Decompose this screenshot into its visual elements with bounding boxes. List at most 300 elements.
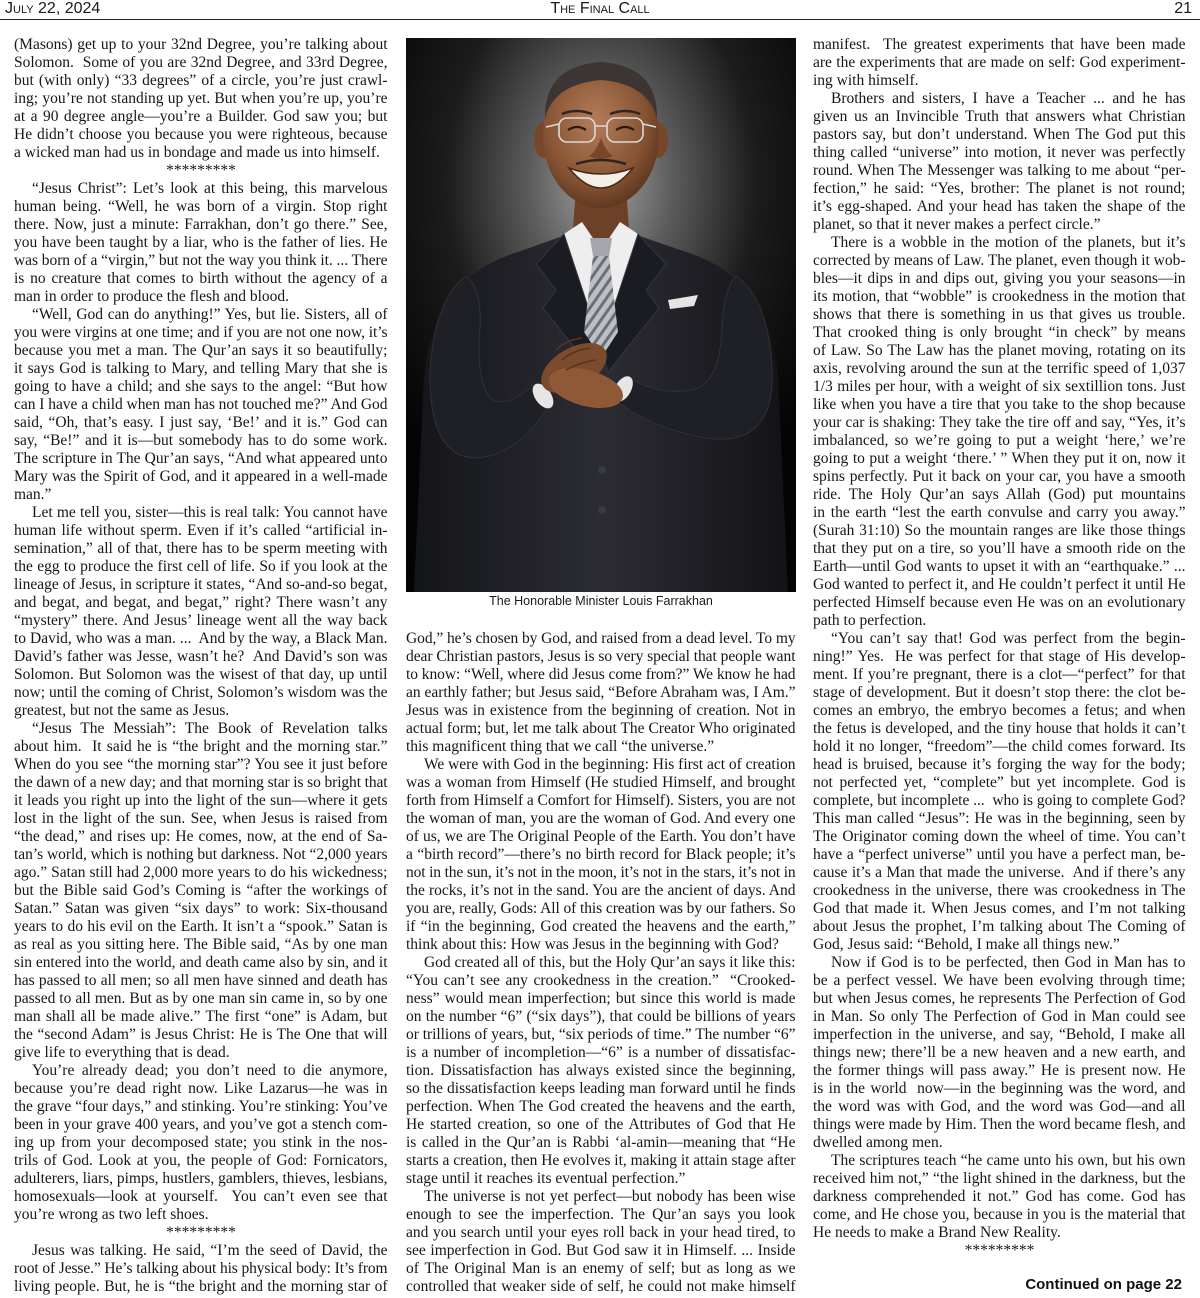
line-text: of The Original Man is an enemy of self; but as long as we bbox=[406, 1260, 796, 1277]
text-line bbox=[14, 36, 388, 54]
line-text: root of Jesse.” He’s talking about his physical body: It’s from bbox=[14, 1260, 388, 1277]
line-text: give life to everything that is dead. bbox=[14, 1044, 230, 1061]
paragraph bbox=[813, 90, 1186, 234]
line-text: ago.” Satan still had 2,000 more years to do his wickedness; bbox=[14, 864, 388, 881]
line-text: He started creation, so one of the Attributes of God that He bbox=[406, 1116, 796, 1133]
text-line bbox=[14, 270, 388, 288]
text-line bbox=[406, 954, 796, 972]
line-text: spins perfectly. Put it back on your car, you have a smooth bbox=[813, 468, 1186, 485]
text-line bbox=[14, 450, 388, 468]
line-text: human being. “Well, he was born of a virgin. Stop right bbox=[14, 198, 388, 215]
line-text: going to put a weight ‘there.’ ” When they put it on, now it bbox=[813, 450, 1186, 467]
paragraph bbox=[14, 504, 388, 720]
text-line bbox=[813, 198, 1186, 216]
line-text: and you search until your eyes roll back in your head tired, to bbox=[406, 1224, 796, 1241]
line-text: like when you have a tire that you take to the shop because bbox=[813, 396, 1186, 413]
line-text: ning!” Yes. He was perfect for that stage of His develop- bbox=[813, 648, 1186, 665]
line-text: the woman of man, you are the woman of God. And every one bbox=[406, 810, 796, 827]
column-2 bbox=[406, 630, 796, 1296]
line-text: sin entered into the world, and death came also by sin, and it bbox=[14, 954, 388, 971]
text-line bbox=[14, 1062, 388, 1080]
text-line bbox=[813, 720, 1186, 738]
text-line bbox=[813, 378, 1186, 396]
line-text: “the dead,” and rises up: He comes, now, at the end of Sa- bbox=[14, 828, 388, 845]
text-line bbox=[406, 1098, 796, 1116]
line-text: cause it’s a Man that made the universe. And if there’s any bbox=[813, 864, 1186, 881]
text-line bbox=[813, 936, 1186, 954]
line-text: about him. It said he is “the bright and the morning star.” bbox=[14, 738, 388, 755]
text-line bbox=[14, 54, 388, 72]
text-line bbox=[813, 162, 1186, 180]
text-line bbox=[14, 594, 388, 612]
text-line bbox=[406, 1008, 796, 1026]
line-text: a wicked man had us in bondage and made us into himself. bbox=[14, 144, 380, 161]
text-line bbox=[406, 918, 796, 936]
line-text: “Jesus The Messiah”: The Book of Revelation talks bbox=[32, 720, 388, 737]
line-text: Let me tell you, sister—this is real talk: You cannot have bbox=[32, 504, 388, 521]
text-line bbox=[813, 1170, 1186, 1188]
text-line bbox=[406, 630, 796, 648]
line-text: He didn’t choose you because you were righteous, because bbox=[14, 126, 388, 143]
line-text: adulterers, liars, pimps, hustlers, gamblers, thieves, lesbians, bbox=[14, 1170, 388, 1187]
line-text: We were with God in the beginning: His first act of creation bbox=[424, 756, 796, 773]
text-line bbox=[813, 540, 1186, 558]
line-text: thing called “universe” into motion, it never was perfectly bbox=[813, 144, 1186, 161]
text-line bbox=[813, 954, 1186, 972]
line-text: there. Now, just a minute: Farrakhan, don’t go there.” See, bbox=[14, 216, 388, 233]
text-line bbox=[14, 216, 388, 234]
line-text: Mary was the Spirit of God, and it appeared in a well-made bbox=[14, 468, 388, 485]
text-line bbox=[14, 306, 388, 324]
text-line bbox=[813, 576, 1186, 594]
line-text: Solomon. But Solomon was the wisest of that day, up until bbox=[14, 666, 388, 683]
line-text: God created all of this, but the Holy Qur’an says it like this: bbox=[424, 954, 796, 971]
line-text: is in the world now—in the beginning was the word, and bbox=[813, 1080, 1186, 1097]
line-text: the egg to produce the first cell of life. So if you look at the bbox=[14, 558, 388, 575]
line-text: see imperfection in God. But God saw it in Himself. ... Inside bbox=[406, 1242, 796, 1259]
text-line bbox=[813, 738, 1186, 756]
text-line bbox=[813, 270, 1186, 288]
text-line bbox=[813, 558, 1186, 576]
text-line bbox=[14, 828, 388, 846]
column-3 bbox=[813, 36, 1186, 1260]
line-text: dear Christian pastors, Jesus is so very special that people want bbox=[406, 648, 796, 665]
text-line bbox=[14, 126, 388, 144]
line-text: God,” he’s chosen by God, and raised from a dead level. To my bbox=[406, 630, 796, 647]
line-text: head is bruised, because it’s forging the way for the body; bbox=[813, 756, 1186, 773]
text-line bbox=[813, 1044, 1186, 1062]
line-text: you have been taught by a liar, who is the father of lies. He bbox=[14, 234, 388, 251]
text-line bbox=[14, 918, 388, 936]
text-line bbox=[14, 882, 388, 900]
line-text: God that made it. When Jesus comes, and I’m not talking bbox=[813, 900, 1186, 917]
line-text: at a 90 degree angle—you’re a Builder. God saw you; but bbox=[14, 108, 388, 125]
paragraph bbox=[406, 630, 796, 756]
text-line bbox=[813, 252, 1186, 270]
text-line bbox=[14, 1098, 388, 1116]
line-text: because you’re dead right now. Like Lazarus—he was in bbox=[14, 1080, 388, 1097]
text-line bbox=[14, 108, 388, 126]
line-text: as real as you sitting here. The Bible said, “As by one man bbox=[14, 936, 388, 953]
line-text: complete, but incomplete ... who is going to complete God? bbox=[813, 792, 1186, 809]
line-text: to David, who was a man. ... And by the way, a Black Man. bbox=[14, 630, 388, 647]
paragraph bbox=[406, 954, 796, 1188]
line-text: greatest, but not the same as Jesus. bbox=[14, 702, 230, 719]
line-text: your car is shaking: They take the tire off and say, “Yes, it’s bbox=[813, 414, 1186, 431]
line-text: or trillions of years, but, “six periods of time.” The number “6” bbox=[406, 1026, 796, 1043]
text-line bbox=[813, 468, 1186, 486]
text-line bbox=[813, 72, 1186, 90]
line-text: shows that there is something in us that gives us trouble. bbox=[813, 306, 1186, 323]
line-text: its motion, that “wobble” is crookedness in the motion that bbox=[813, 288, 1186, 305]
text-line bbox=[14, 378, 388, 396]
text-line bbox=[14, 1026, 388, 1044]
line-text: it’s egg-shaped. And your head has taken the shape of the bbox=[813, 198, 1186, 215]
text-line bbox=[813, 1242, 1186, 1260]
line-text: ness” would mean imperfection; but since this world is made bbox=[406, 990, 796, 1007]
text-line bbox=[14, 612, 388, 630]
text-line bbox=[813, 1080, 1186, 1098]
jacket-button bbox=[598, 466, 606, 474]
line-text: are the experiments that are made on self: God experiment- bbox=[813, 54, 1186, 71]
line-text: axis, revolving around the sun at the terrific speed of 1,037 bbox=[813, 360, 1186, 377]
text-line bbox=[813, 810, 1186, 828]
text-line bbox=[14, 1044, 388, 1062]
text-line bbox=[813, 918, 1186, 936]
line-text: Jesus was talking. He said, “I’m the seed of David, the bbox=[32, 1242, 388, 1259]
line-text: not perfected yet, “complete” but yet incomplete. God is bbox=[813, 774, 1186, 791]
text-line bbox=[14, 1188, 388, 1206]
text-line bbox=[14, 846, 388, 864]
line-text: “Well, God can do anything!” Yes, but lie. Sisters, all of bbox=[32, 306, 388, 323]
text-line bbox=[813, 216, 1186, 234]
page-header bbox=[0, 0, 1200, 20]
text-line bbox=[406, 1278, 796, 1296]
text-line bbox=[813, 288, 1186, 306]
line-text: hold it no longer, “freedom”—the child comes forward. Its bbox=[813, 738, 1186, 755]
text-line bbox=[813, 234, 1186, 252]
text-line bbox=[406, 972, 796, 990]
line-text: ing; you’re not standing up yet. But when you’re up, you’re bbox=[14, 90, 388, 107]
section-separator bbox=[14, 162, 388, 180]
section-separator bbox=[813, 1242, 1186, 1260]
text-line bbox=[813, 1224, 1186, 1242]
line-text: said, “Oh, that’s easy. I just say, ‘Be!’ and it is.” God can bbox=[14, 414, 388, 431]
text-line bbox=[14, 792, 388, 810]
line-text: ing with himself. bbox=[813, 72, 919, 89]
text-line bbox=[14, 576, 388, 594]
text-line bbox=[813, 396, 1186, 414]
line-text: round. When The Messenger was talking to me about “per- bbox=[813, 162, 1186, 179]
text-line bbox=[813, 414, 1186, 432]
text-line bbox=[813, 1134, 1186, 1152]
paragraph bbox=[813, 630, 1186, 954]
text-line bbox=[813, 126, 1186, 144]
line-text: of Law. So The Law has the planet moving, rotating on its bbox=[813, 342, 1186, 359]
text-line bbox=[406, 1044, 796, 1062]
line-text: lineage of Jesus, in scripture it states, “And so-and-so begat, bbox=[14, 576, 388, 593]
text-line bbox=[406, 1260, 796, 1278]
line-text: imperfection in the universe, and say, “Behold, I make all bbox=[813, 1026, 1186, 1043]
text-line bbox=[813, 864, 1186, 882]
text-line bbox=[813, 180, 1186, 198]
line-text: ment. If you’re pregnant, there is a clot—“perfect” for that bbox=[813, 666, 1186, 683]
line-text: going to have a child; and she says to the angel: “But how bbox=[14, 378, 388, 395]
text-line bbox=[813, 1116, 1186, 1134]
text-line bbox=[406, 1206, 796, 1224]
line-text: “You can’t say that! God was perfect from the begin- bbox=[831, 630, 1186, 647]
line-text: tion. Dissatisfaction has always existed since the beginning, bbox=[406, 1062, 796, 1079]
text-line bbox=[14, 648, 388, 666]
text-line bbox=[14, 972, 388, 990]
text-line bbox=[406, 1026, 796, 1044]
line-text: bles—it dips in and dips out, giving you your seasons—in bbox=[813, 270, 1186, 287]
line-text: living people. But, he is “the bright and the morning star of bbox=[14, 1278, 388, 1295]
line-text: the word was with God, and the word was God—and all bbox=[813, 1098, 1186, 1115]
text-line bbox=[813, 702, 1186, 720]
text-line bbox=[14, 720, 388, 738]
line-text: the dawn of a new day; and that morning star is so bright that bbox=[14, 774, 388, 791]
text-line bbox=[406, 666, 796, 684]
text-line bbox=[14, 234, 388, 252]
publication-name: The Final Call bbox=[550, 0, 650, 17]
line-text: Now if God is to be perfected, then God in Man has to bbox=[831, 954, 1186, 971]
line-text: The Originator coming down the wheel of time. You can’t bbox=[813, 828, 1186, 845]
line-text: fection,” he said: “Yes, brother: The planet is not round; bbox=[813, 180, 1186, 197]
text-line bbox=[813, 594, 1186, 612]
text-line bbox=[406, 900, 796, 918]
line-text: tan’s world, which is nothing but darkness. Not “2,000 years bbox=[14, 846, 388, 863]
text-line bbox=[813, 1008, 1186, 1026]
line-text: dwelled among men. bbox=[813, 1134, 943, 1151]
line-text: God wanted to perfect it, and He couldn’t perfect it until He bbox=[813, 576, 1186, 593]
paragraph bbox=[14, 36, 388, 162]
line-text: so the dissatisfaction keeps leading man forward until he finds bbox=[406, 1080, 796, 1097]
text-line bbox=[813, 486, 1186, 504]
text-line bbox=[406, 828, 796, 846]
line-text: Solomon. Some of you are 32nd Degree, and 33rd Degree, bbox=[14, 54, 388, 71]
text-line bbox=[406, 1170, 796, 1188]
text-line bbox=[813, 630, 1186, 648]
text-line bbox=[406, 810, 796, 828]
paragraph bbox=[14, 180, 388, 306]
line-text: a “birth record”—there’s no birth record for Black people; it’s bbox=[406, 846, 796, 863]
text-line bbox=[406, 864, 796, 882]
text-line bbox=[813, 90, 1186, 108]
text-line bbox=[813, 1098, 1186, 1116]
line-text: of us, we are The Original People of the Earth. You don’t have bbox=[406, 828, 796, 845]
line-text: because you met a man. The Qur’an says it so beautifully; bbox=[14, 342, 388, 359]
text-line bbox=[14, 504, 388, 522]
line-text: semination,” all of that, there has to be sperm meeting with bbox=[14, 540, 388, 557]
paragraph bbox=[14, 1242, 388, 1296]
line-text: Earth—until God wants to upset it with an “earthquake.” ... bbox=[813, 558, 1186, 575]
line-text: stage of development. But it doesn’t stop there: the clot be- bbox=[813, 684, 1186, 701]
line-text: trils of God. Look at you, the people of God: Fornicators, bbox=[14, 1152, 388, 1169]
text-line bbox=[14, 1206, 388, 1224]
line-text: the fetus is developed, and the tiny house that holds it can’t bbox=[813, 720, 1186, 737]
text-line bbox=[813, 522, 1186, 540]
text-line bbox=[14, 1170, 388, 1188]
line-text: enough to see the imperfection. The Qur’an says you look bbox=[406, 1206, 796, 1223]
line-text: about Jesus the prophet, I’m talking about The Coming of bbox=[813, 918, 1186, 935]
text-line bbox=[14, 540, 388, 558]
text-line bbox=[813, 900, 1186, 918]
line-text: in the earth “lest the earth convulse and carry you away.” bbox=[813, 504, 1186, 521]
paragraph bbox=[14, 1062, 388, 1224]
text-line bbox=[813, 792, 1186, 810]
text-line bbox=[813, 882, 1186, 900]
line-text: ********* bbox=[166, 162, 236, 179]
text-line bbox=[813, 846, 1186, 864]
paragraph bbox=[813, 36, 1186, 90]
line-text: is no creature that comes to birth without the agency of a bbox=[14, 270, 388, 287]
line-text: but (with only) “33 degrees” of a circle, you’re just crawl- bbox=[14, 72, 388, 89]
text-line bbox=[406, 774, 796, 792]
line-text: The universe is not yet perfect—but nobody has been wise bbox=[424, 1188, 796, 1205]
text-line bbox=[14, 360, 388, 378]
line-text: You’re already dead; you don’t need to die anymore, bbox=[32, 1062, 388, 1079]
text-line bbox=[14, 90, 388, 108]
line-text: starts a creation, then He evolves it, making it attain stage after bbox=[406, 1152, 796, 1169]
text-line bbox=[14, 702, 388, 720]
line-text: you were virgins at one time; and if you are not one now, it’s bbox=[14, 324, 388, 341]
line-text: passed to all men. But as by one man sin came in, so by one bbox=[14, 990, 388, 1007]
text-line bbox=[14, 432, 388, 450]
text-line bbox=[14, 324, 388, 342]
text-line bbox=[406, 720, 796, 738]
text-line bbox=[14, 630, 388, 648]
text-line bbox=[14, 558, 388, 576]
line-text: planet, so that it never makes a perfect circle.” bbox=[813, 216, 1101, 233]
text-line bbox=[813, 1152, 1186, 1170]
text-line bbox=[14, 936, 388, 954]
line-text: perfected Himself because even He was on an evolutionary bbox=[813, 594, 1186, 611]
text-line bbox=[14, 288, 388, 306]
text-line bbox=[14, 1242, 388, 1260]
text-line bbox=[813, 360, 1186, 378]
line-text: homosexuals—look at yourself. You can’t even see that bbox=[14, 1188, 388, 1205]
text-line bbox=[14, 756, 388, 774]
paragraph bbox=[406, 1188, 796, 1296]
text-line bbox=[813, 432, 1186, 450]
line-text: imbalanced, so we’re going to put a weight ‘here,’ we’re bbox=[813, 432, 1186, 449]
text-line bbox=[14, 738, 388, 756]
line-text: and begat, and begat, and begat,” right? There wasn’t any bbox=[14, 594, 388, 611]
text-line bbox=[813, 972, 1186, 990]
tie-knot bbox=[590, 238, 612, 256]
text-line bbox=[406, 702, 796, 720]
text-line bbox=[406, 684, 796, 702]
line-text: the grave “four days,” and stinking. You’re stinking: You’ve bbox=[14, 1098, 388, 1115]
text-line bbox=[406, 756, 796, 774]
line-text: “You can’t see any crookedness in the creation.” “Crooked- bbox=[406, 972, 796, 989]
text-line bbox=[14, 666, 388, 684]
text-line bbox=[14, 396, 388, 414]
text-line bbox=[14, 810, 388, 828]
line-text: That crooked thing is only brought “in check” by means bbox=[813, 324, 1186, 341]
text-line bbox=[14, 1080, 388, 1098]
line-text: ********* bbox=[166, 1224, 236, 1241]
text-line bbox=[14, 1224, 388, 1242]
line-text: things new; there’ll be a new heaven and a new earth, and bbox=[813, 1044, 1186, 1061]
line-text: that they put on a tire, so you’ll have a smooth ride on the bbox=[813, 540, 1186, 557]
text-line bbox=[406, 1062, 796, 1080]
line-text: given us an Invincible Truth that answers what Christian bbox=[813, 108, 1186, 125]
text-line bbox=[406, 1224, 796, 1242]
line-text: think about this: How was Jesus in the beginning with God? bbox=[406, 936, 779, 953]
line-text: it says God is talking to Mary, and telling Mary that she is bbox=[14, 360, 388, 377]
paragraph bbox=[813, 234, 1186, 630]
line-text: darkness comprehended it not.” God has come. God has bbox=[813, 1188, 1186, 1205]
line-text: He needs to make a Brand New Reality. bbox=[813, 1224, 1061, 1241]
line-text: path to perfection. bbox=[813, 612, 927, 629]
line-text: be a perfect vessel. We have been evolving through time; bbox=[813, 972, 1186, 989]
line-text: been in your grave 400 years, and you’ve got a stench com- bbox=[14, 1116, 388, 1133]
text-line bbox=[813, 1188, 1186, 1206]
paragraph bbox=[14, 720, 388, 1062]
line-text: if “in the beginning, God created the heavens and the earth,” bbox=[406, 918, 796, 935]
text-line bbox=[14, 414, 388, 432]
line-text: actual form; but, let me talk about The Creator Who originated bbox=[406, 720, 796, 737]
line-text: the “second Adam” is Jesus Christ: He is The One that will bbox=[14, 1026, 388, 1043]
continued-notice: Continued on page 22 bbox=[1025, 1276, 1182, 1293]
jacket-button bbox=[598, 506, 606, 514]
line-text: Satan.” Satan was given “six days” to work: Six-thousand bbox=[14, 900, 388, 917]
line-text: was born of a “virgin,” but not the way you think it. ... There bbox=[14, 252, 388, 269]
page-number: 21 bbox=[1174, 0, 1192, 17]
text-line bbox=[813, 450, 1186, 468]
line-text: to know: “Well, where did Jesus come from?” We know he had bbox=[406, 666, 796, 683]
text-line bbox=[813, 324, 1186, 342]
line-text: (Surah 31:10) So the mountain ranges are like those things bbox=[813, 522, 1186, 539]
line-text: lost in the light of the sun. See, when Jesus is raised from bbox=[14, 810, 388, 827]
line-text: it leads you right up into the light of the sun—where it gets bbox=[14, 792, 388, 809]
text-line bbox=[14, 144, 388, 162]
line-text: can I have a child when man has not touched me?” And God bbox=[14, 396, 388, 413]
text-line bbox=[813, 990, 1186, 1008]
line-text: this magnificent thing that we call “the universe.” bbox=[406, 738, 715, 755]
text-line bbox=[406, 846, 796, 864]
text-line bbox=[813, 828, 1186, 846]
text-line bbox=[813, 36, 1186, 54]
text-line bbox=[14, 252, 388, 270]
line-text: things were made by Him. Then the word became flesh, and bbox=[813, 1116, 1186, 1133]
line-text: (Masons) get up to your 32nd Degree, you’re talking about bbox=[14, 36, 388, 53]
column-1 bbox=[14, 36, 388, 1296]
line-text: “mystery” there. And Jesus’ lineage went all the way back bbox=[14, 612, 388, 629]
photo bbox=[406, 38, 796, 592]
text-line bbox=[406, 1152, 796, 1170]
line-text: human life without sperm. Even if it’s called “artificial in- bbox=[14, 522, 388, 539]
text-line bbox=[14, 72, 388, 90]
line-text: man in order to produce the flesh and blood. bbox=[14, 288, 290, 305]
line-text: pastors say, but don’t understand. When The God put this bbox=[813, 126, 1186, 143]
text-line bbox=[14, 1134, 388, 1152]
line-text: perfection. When The God created the heavens and the earth, bbox=[406, 1098, 796, 1115]
text-line bbox=[14, 1260, 388, 1278]
section-separator bbox=[14, 1224, 388, 1242]
line-text: man shall all be made alive.” The first “one” is Adam, but bbox=[14, 1008, 388, 1025]
line-text: ********* bbox=[964, 1242, 1035, 1259]
line-text: is called in the Qur’an is Rabbi ‘al-amin—meaning that “He bbox=[406, 1134, 796, 1151]
text-line bbox=[813, 504, 1186, 522]
paragraph bbox=[813, 954, 1186, 1152]
line-text: 1/3 miles per hour, with a weight of six sextillion tons. Just bbox=[813, 378, 1186, 395]
text-line bbox=[813, 1062, 1186, 1080]
text-line bbox=[813, 1026, 1186, 1044]
line-text: The scriptures teach “he came unto his own, but his own bbox=[831, 1152, 1186, 1169]
